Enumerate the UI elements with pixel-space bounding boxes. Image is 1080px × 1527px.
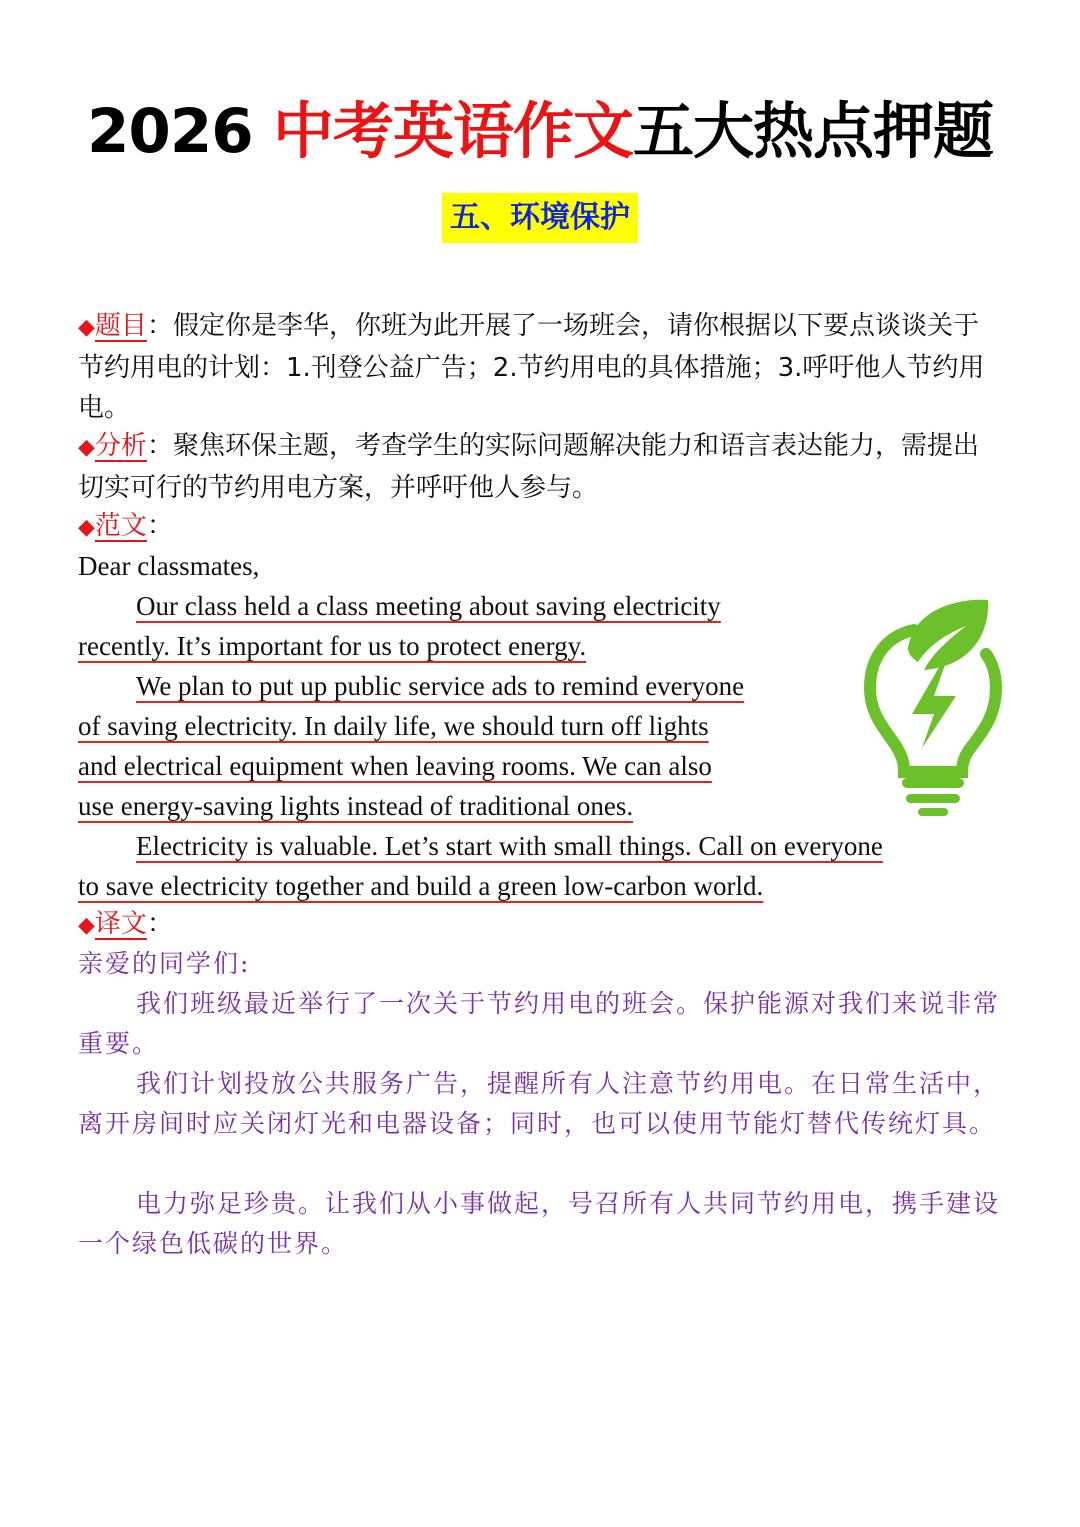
diamond-icon: ◆ — [78, 315, 95, 340]
essay-greeting: Dear classmates, — [78, 551, 260, 581]
essay-line: recently. It’s important for us to protect energy. — [78, 631, 587, 661]
analysis-text: 聚焦环保主题，考查学生的实际问题解决能力和语言表达能力，需提出切实可行的节约用电方案，并呼吁他人参与。 — [78, 431, 979, 503]
essay-line: of saving electricity. In daily life, we should turn off lights — [78, 711, 709, 741]
title-black-part: 五大热点押题 — [633, 96, 994, 167]
sample-label-line — [78, 506, 173, 548]
essay-line: and electrical equipment when leaving rooms. We can also — [78, 751, 712, 781]
analysis-paragraph — [78, 426, 1003, 508]
translation-label-line — [78, 904, 173, 946]
essay-line: to save electricity together and build a green low-carbon world. — [78, 871, 764, 901]
topic-text: 假定你是李华，你班为此开展了一场班会，请你根据以下要点谈谈关于节约用电的计划：1.刊登公益广告；2.节约用电的具体措施；3.呼吁他人节约用电。 — [78, 311, 985, 423]
section-badge: 五、环境保护 — [442, 193, 638, 243]
title-red-part: 中考英语作文 — [273, 96, 634, 167]
diamond-icon: ◆ — [78, 435, 95, 460]
analysis-label: ◆分析： — [78, 431, 173, 461]
topic-paragraph — [78, 306, 1003, 428]
lightbulb-leaf-bolt-icon — [862, 596, 1002, 816]
topic-label: ◆题目： — [78, 311, 173, 341]
translation-paragraph: 我们计划投放公共服务广告，提醒所有人注意节约用电。在日常生活中，离开房间时应关闭灯光和电器设备；同时，也可以使用节能灯替代传统灯具。 — [78, 1069, 1001, 1138]
page-title — [0, 92, 1080, 172]
essay-line: Electricity is valuable. Let’s start with small things. Call on everyone — [136, 831, 883, 861]
essay-line: Our class held a class meeting about saving electricity — [136, 591, 721, 621]
diamond-icon: ◆ — [78, 515, 95, 540]
translation-paragraph: 电力弥足珍贵。让我们从小事做起，号召所有人共同节约用电，携手建设一个绿色低碳的世界。 — [78, 1189, 1001, 1258]
translation-greeting: 亲爱的同学们: — [78, 949, 251, 978]
essay-line: use energy-saving lights instead of traditional ones. — [78, 791, 634, 821]
translation-paragraph: 我们班级最近举行了一次关于节约用电的班会。保护能源对我们来说非常重要。 — [78, 989, 1001, 1058]
title-year: 2026 — [86, 96, 253, 167]
translation-label: ◆译文： — [78, 909, 173, 939]
diamond-icon: ◆ — [78, 913, 95, 938]
essay-line: We plan to put up public service ads to remind everyone — [136, 671, 745, 701]
sample-label: ◆范文： — [78, 511, 173, 541]
